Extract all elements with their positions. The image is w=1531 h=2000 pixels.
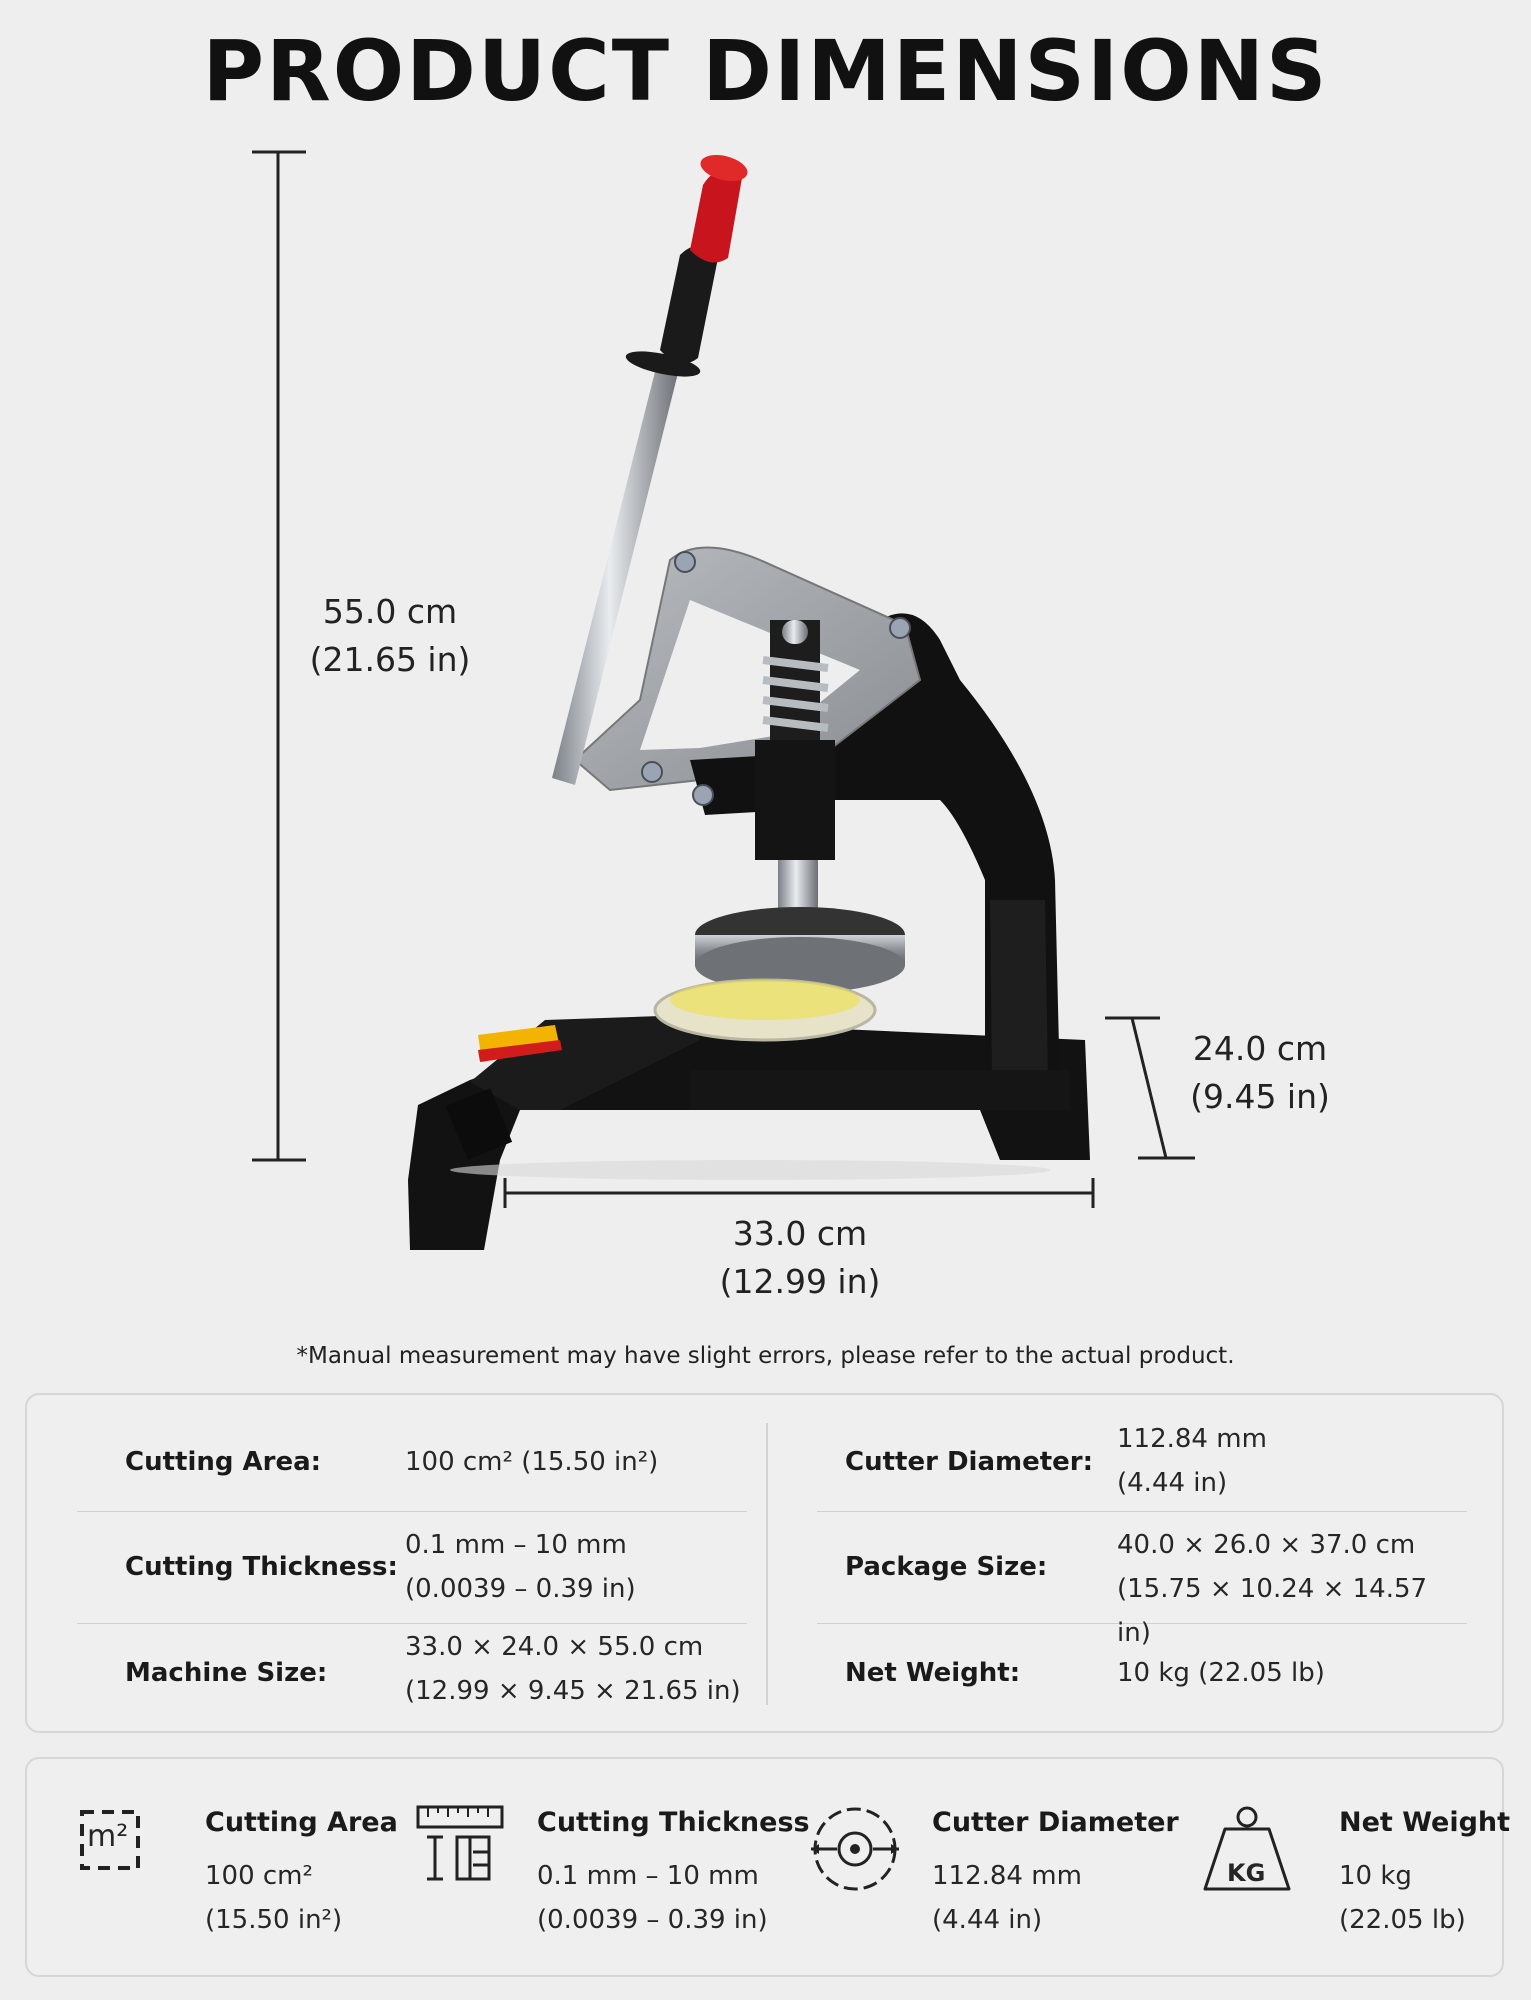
- height-imperial: (21.65 in): [309, 640, 471, 679]
- summary-item-net-weight: [1167, 1759, 1511, 1975]
- summary-title: Cutting Thickness: [537, 1807, 810, 1838]
- spec-value: 33.0 × 24.0 × 55.0 cm: [405, 1632, 704, 1662]
- summary-line: 10 kg: [1339, 1861, 1412, 1891]
- width-dimension-label: [700, 1210, 900, 1306]
- diameter-icon: [807, 1801, 903, 1897]
- summary-line: (4.44 in): [932, 1905, 1043, 1935]
- summary-line: (22.05 lb): [1339, 1905, 1466, 1935]
- spec-column-left: [77, 1395, 747, 1731]
- measurement-disclaimer: *Manual measurement may have slight errors, please refer to the actual product.: [296, 1343, 1235, 1369]
- spec-label: Package Size:: [845, 1552, 1048, 1582]
- summary-line: 100 cm²: [205, 1861, 313, 1891]
- spec-value: 100 cm² (15.50 in²): [405, 1447, 659, 1477]
- spec-table: [25, 1393, 1504, 1733]
- spec-label: Net Weight:: [845, 1658, 1021, 1688]
- summary-line: (15.50 in²): [205, 1905, 343, 1935]
- summary-line: 112.84 mm: [932, 1861, 1082, 1891]
- icon-summary-panel: [25, 1757, 1511, 1977]
- summary-item-cutting-area: [27, 1759, 397, 1975]
- height-dimension-line: [252, 152, 306, 1160]
- spec-row: [77, 1623, 747, 1723]
- height-metric: 55.0 cm: [322, 592, 458, 631]
- summary-item-cutting-thickness: [397, 1759, 810, 1975]
- summary-title: Cutting Area: [205, 1807, 398, 1838]
- spec-row: [77, 1511, 747, 1624]
- spec-label: Cutting Area:: [125, 1447, 322, 1477]
- summary-title: Net Weight: [1339, 1807, 1511, 1838]
- depth-metric: 24.0 cm: [1192, 1029, 1328, 1068]
- weight-icon-glyph: KG: [1227, 1859, 1266, 1887]
- column-divider: [766, 1423, 768, 1705]
- spec-row: [817, 1623, 1467, 1723]
- spec-value: (15.75 × 10.24 × 14.57 in): [1117, 1574, 1428, 1648]
- spec-value: (12.99 × 9.45 × 21.65 in): [405, 1676, 741, 1706]
- depth-dimension-label: [1170, 1025, 1350, 1121]
- cutter-plate: [655, 907, 905, 1040]
- spec-row: [817, 1413, 1467, 1512]
- area-icon-glyph: m²: [87, 1819, 129, 1854]
- width-metric: 33.0 cm: [732, 1214, 868, 1253]
- height-dimension-label: [300, 588, 480, 684]
- page-title: PRODUCT DIMENSIONS: [202, 22, 1329, 120]
- spec-value: 10 kg (22.05 lb): [1117, 1658, 1325, 1688]
- thickness-icon: [415, 1797, 505, 1887]
- spec-label: Cutting Thickness:: [125, 1552, 398, 1582]
- spec-label: Cutter Diameter:: [845, 1447, 1094, 1477]
- summary-item-cutter-diameter: [797, 1759, 1179, 1975]
- spec-value: 112.84 mm: [1117, 1424, 1267, 1454]
- spec-value: (0.0039 – 0.39 in): [405, 1574, 636, 1604]
- spec-column-right: [817, 1395, 1467, 1731]
- spec-value: 0.1 mm – 10 mm: [405, 1530, 627, 1560]
- spec-row: [77, 1413, 747, 1512]
- depth-imperial: (9.45 in): [1190, 1077, 1330, 1116]
- summary-title: Cutter Diameter: [932, 1807, 1179, 1838]
- spec-label: Machine Size:: [125, 1658, 328, 1688]
- spec-value: 40.0 × 26.0 × 37.0 cm: [1117, 1530, 1416, 1560]
- summary-line: (0.0039 – 0.39 in): [537, 1905, 768, 1935]
- summary-line: 0.1 mm – 10 mm: [537, 1861, 759, 1891]
- spec-row: [817, 1511, 1467, 1648]
- width-dimension-line: [505, 1178, 1093, 1208]
- spec-value: (4.44 in): [1117, 1468, 1228, 1498]
- width-imperial: (12.99 in): [719, 1262, 881, 1301]
